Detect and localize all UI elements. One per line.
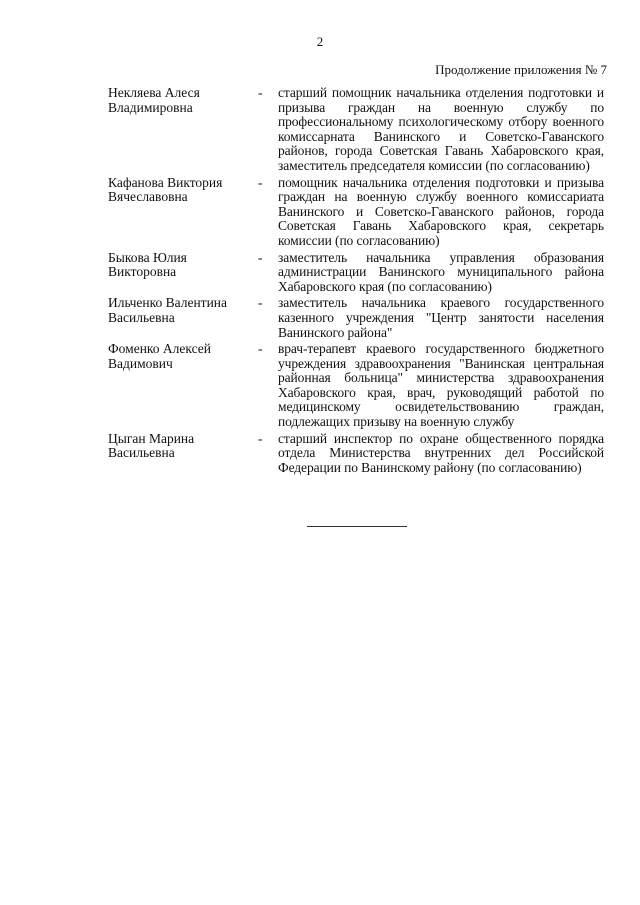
member-role: заместитель начальника краевого государственного казенного учреждения "Центр занятости населения Ванинского района" xyxy=(278,295,604,340)
member-dash: - xyxy=(258,295,263,311)
commission-members-list xyxy=(108,86,604,477)
member-name: Цыган Марина Васильевна xyxy=(108,430,195,461)
continuation-header: Продолжение приложения № 7 xyxy=(435,62,607,77)
member-name: Некляева Алеся Владимировна xyxy=(108,85,200,115)
member-name: Фоменко Алексей Вадимович xyxy=(108,341,211,371)
member-dash: - xyxy=(258,249,263,265)
member-role: заместитель начальника управления образования администрации Ванинского муниципального района Хабаровского края (по согласованию) xyxy=(278,249,604,294)
end-divider-line xyxy=(307,526,407,527)
member-dash: - xyxy=(258,85,263,100)
member-role: старший помощник начальника отделения подготовки и призыва граждан на военную службу по профессиональному психологическому отбору военного комиссарната Ванинского и Советско-Гаванского районов, города Советская Гавань Хабаровского края, заместитель председателя комиссии (по согласованию) xyxy=(278,85,604,173)
member-name: Кафанова Виктория Вячеславовна xyxy=(108,174,223,205)
member-name: Быкова Юлия Викторовна xyxy=(108,249,187,280)
member-row xyxy=(108,251,604,295)
member-row xyxy=(108,342,604,430)
member-row xyxy=(108,176,604,249)
member-dash: - xyxy=(258,341,263,357)
member-row xyxy=(108,296,604,340)
member-dash: - xyxy=(258,430,263,446)
member-row xyxy=(108,432,604,476)
member-role: врач-терапевт краевого государственного бюджетного учреждения здравоохранения "Ванинская центральная районная больница" министерства здравоохранения Хабаровского края, врач, руководящий работой по медицинскому освидетельствованию граждан, подлежащих призыву на военную службу xyxy=(278,341,604,430)
page-number: 2 xyxy=(316,34,324,49)
member-dash: - xyxy=(258,174,263,190)
member-name: Ильченко Валентина Васильевна xyxy=(108,295,228,325)
member-row xyxy=(108,86,604,174)
member-role: помощник начальника отделения подготовки и призыва граждан на военную службу военного комиссариата Ванинского и Советско-Гаванского районов, города Советская Гавань Хабаровского края, секретарь комиссии (по согласованию) xyxy=(278,174,604,248)
member-role: старший инспектор по охране общественного порядка отдела Министерства внутренних дел Российской Федерации по Ванинскому району (по согласованию) xyxy=(278,430,604,475)
